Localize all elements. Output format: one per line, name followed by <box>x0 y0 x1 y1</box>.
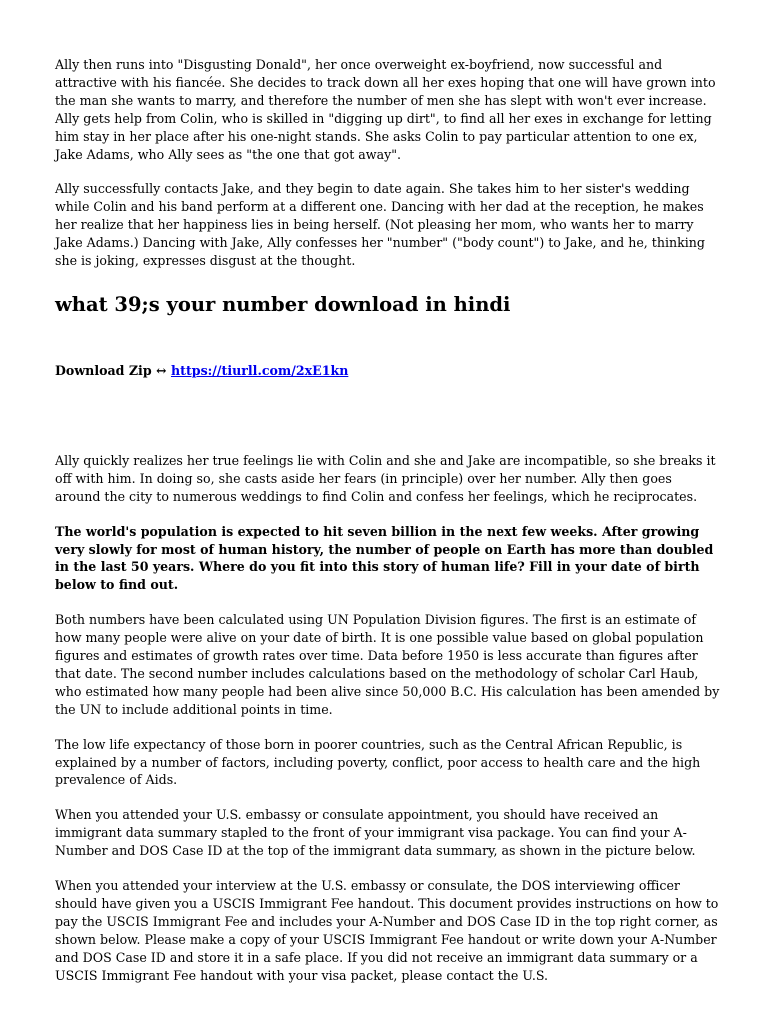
page-heading: what 39;s your number download in hindi <box>55 292 511 316</box>
paragraph-immigrant-summary: When you attended your U.S. embassy or consulate appointment, you should have received an immigrant data summary stapled to the front of your immigrant visa package. You can find your A-Number and DOS Case ID at the top of the immigrant data summary, as shown in the picture below. <box>55 807 696 859</box>
paragraph-plot-jake: Ally successfully contacts Jake, and they begin to date again. She takes him to her sister's wedding while Colin and his band perform at a different one. Dancing with her dad at the reception, he makes her realize that her happiness lies in being herself. (Not pleasing her mom, who wants her to marry Jake Adams.) Dancing with Jake, Ally confesses her "number" ("body count") to Jake, and he, thinking she is joking, expresses disgust at the thought. <box>55 181 705 269</box>
download-line <box>55 362 720 380</box>
paragraph-plot-donald: Ally then runs into "Disgusting Donald", her once overweight ex-boyfriend, now successful and attractive with his fiancée. She decides to track down all her exes hoping that one will have grown into the man she wants to marry, and therefore the number of men she has slept with won't ever increase. Ally gets help from Colin, who is skilled in "digging up dirt", to find all her exes in exchange for letting him stay in her place after his one-night stands. She asks Colin to pay particular attention to one ex, Jake Adams, who Ally sees as "the one that got away". <box>55 57 716 162</box>
paragraph-plot-colin: Ally quickly realizes her true feelings lie with Colin and she and Jake are incompatible, so she breaks it off with him. In doing so, she casts aside her fears (in principle) over her number. Ally then goes around the city to numerous weddings to find Colin and confess her feelings, which he reciprocates. <box>55 452 716 504</box>
paragraph-life-expectancy: The low life expectancy of those born in poorer countries, such as the Central African Republic, is explained by a number of factors, including poverty, conflict, poor access to health care and the high prevalence of Aids. <box>55 736 701 788</box>
paragraph-immigrant-fee: When you attended your interview at the U.S. embassy or consulate, the DOS interviewing officer should have given you a USCIS Immigrant Fee handout. This document provides instructions on how to pay the USCIS Immigrant Fee and includes your A-Number and DOS Case ID in the top right corner, as shown below. Please make a copy of your USCIS Immigrant Fee handout or write down your A-Number and DOS Case ID and store it in a safe place. If you did not receive an immigrant data summary or a USCIS Immigrant Fee handout with your visa packet, please contact the U.S. <box>55 878 719 983</box>
download-label: Download Zip ↔ <box>55 362 167 378</box>
paragraph-population-method: Both numbers have been calculated using UN Population Division figures. The first is an estimate of how many people were alive on your date of birth. It is one possible value based on global population figures and estimates of growth rates over time. Data before 1950 is less accurate than figures after that date. The second number includes calculations based on the methodology of scholar Carl Haub, who estimated how many people had been alive since 50,000 B.C. His calculation has been amended by the UN to include additional points in time. <box>55 612 720 717</box>
download-link[interactable]: https://tiurll.com/2xE1kn <box>170 362 349 378</box>
document-page <box>55 56 720 985</box>
paragraph-population-intro: The world's population is expected to hit seven billion in the next few weeks. After growing very slowly for most of human history, the number of people on Earth has more than doubled in the last 50 years. Where do you fit into this story of human life? Fill in your date of birth below to find out. <box>55 523 714 593</box>
